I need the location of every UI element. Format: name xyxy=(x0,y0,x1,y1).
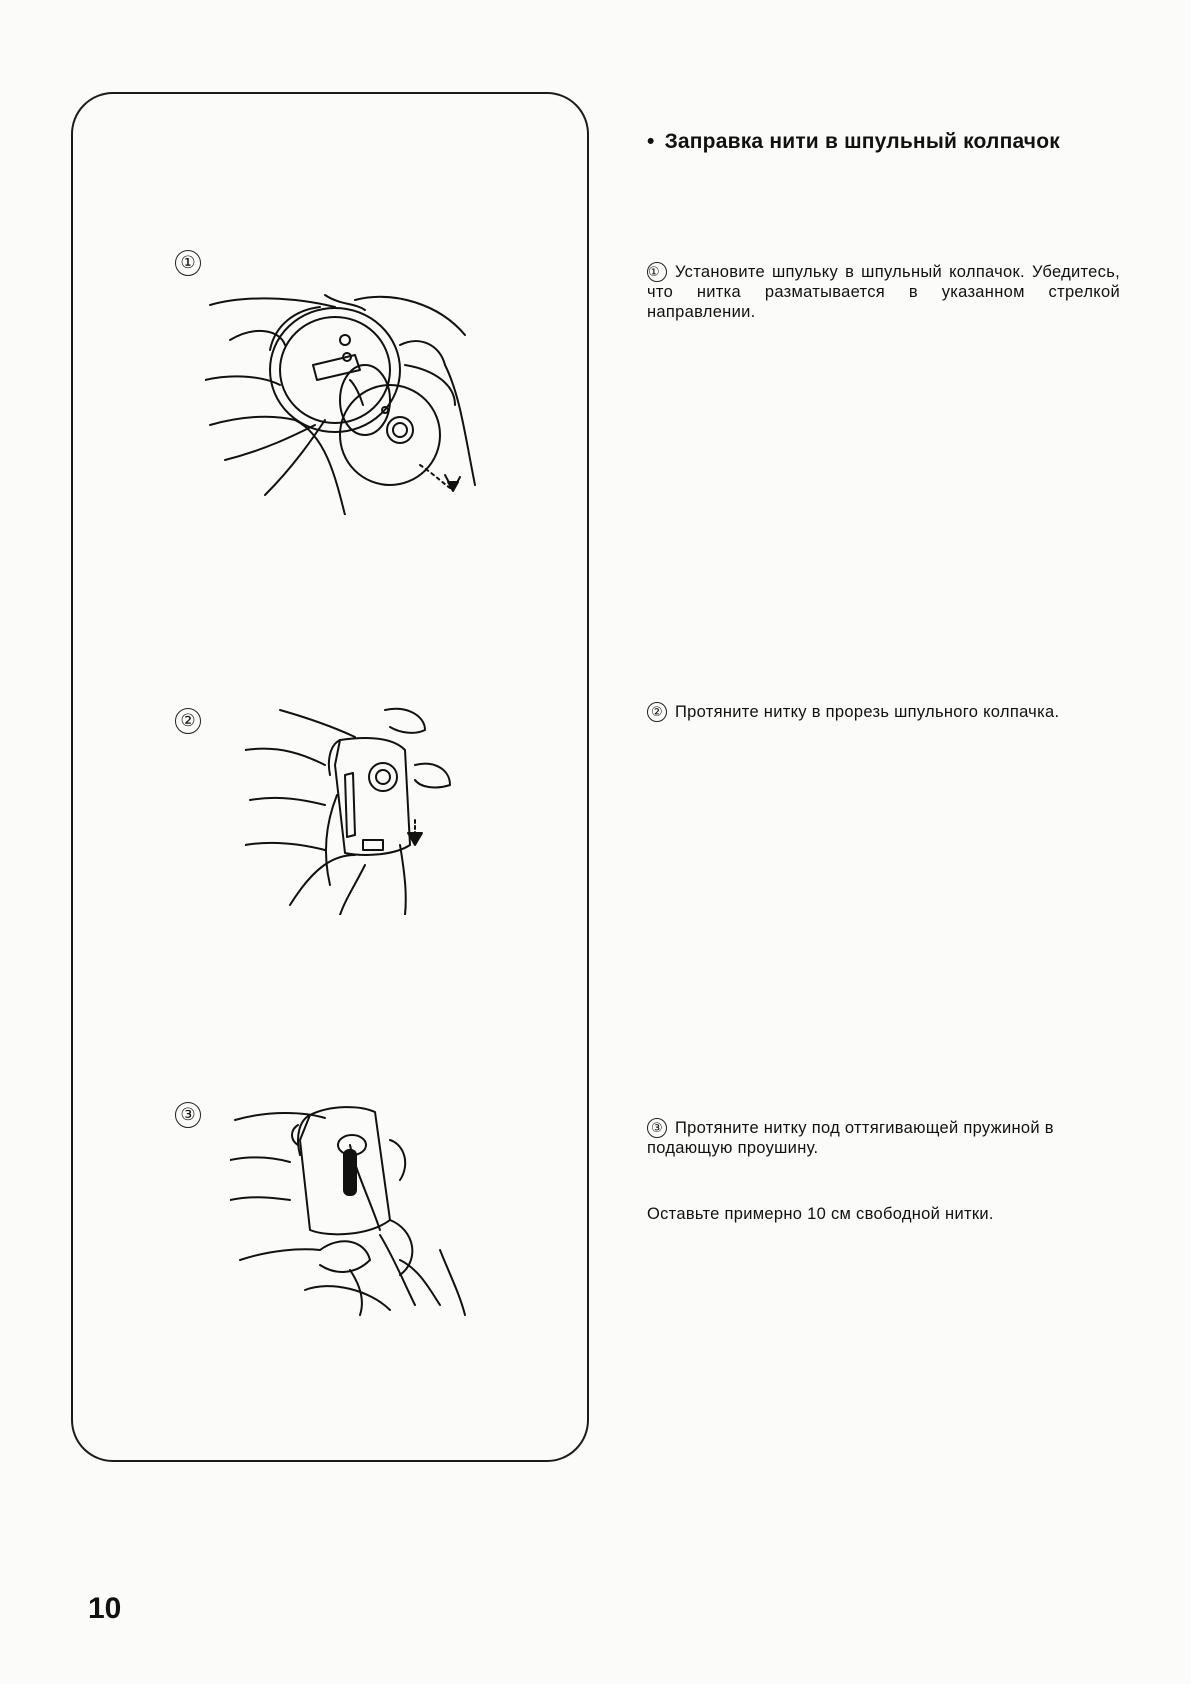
step-3-text: Протяните нитку под оттягивающей пружиной в подающую проушину. xyxy=(647,1119,1054,1157)
step-1-marker: ① xyxy=(647,262,667,282)
bobbin-insert-illustration xyxy=(205,285,495,515)
page-number: 10 xyxy=(88,1592,122,1625)
step-3-note: Оставьте примерно 10 см свободной нитки. xyxy=(647,1205,994,1223)
figure-marker-1: ① xyxy=(175,250,201,276)
figure-marker-3: ③ xyxy=(175,1102,201,1128)
step-2-text: Протяните нитку в прорезь шпульного колпачка. xyxy=(675,703,1060,721)
step-3-marker: ③ xyxy=(647,1118,667,1138)
figure-marker-2: ② xyxy=(175,708,201,734)
heading-bullet: • xyxy=(647,130,655,153)
thread-slot-illustration xyxy=(245,705,465,915)
tension-spring-illustration xyxy=(230,1100,480,1320)
section-title: Заправка нити в шпульный колпачок xyxy=(664,130,1060,153)
step-3 xyxy=(647,1118,1120,1158)
section-heading xyxy=(647,130,1060,154)
step-1-text: Установите шпульку в шпульный колпачок. Убедитесь, что нитка разматывается в указанном стрелкой направлении. xyxy=(647,263,1120,321)
step-1 xyxy=(647,262,1120,322)
step-2 xyxy=(647,702,1120,722)
step-2-marker: ② xyxy=(647,702,667,722)
